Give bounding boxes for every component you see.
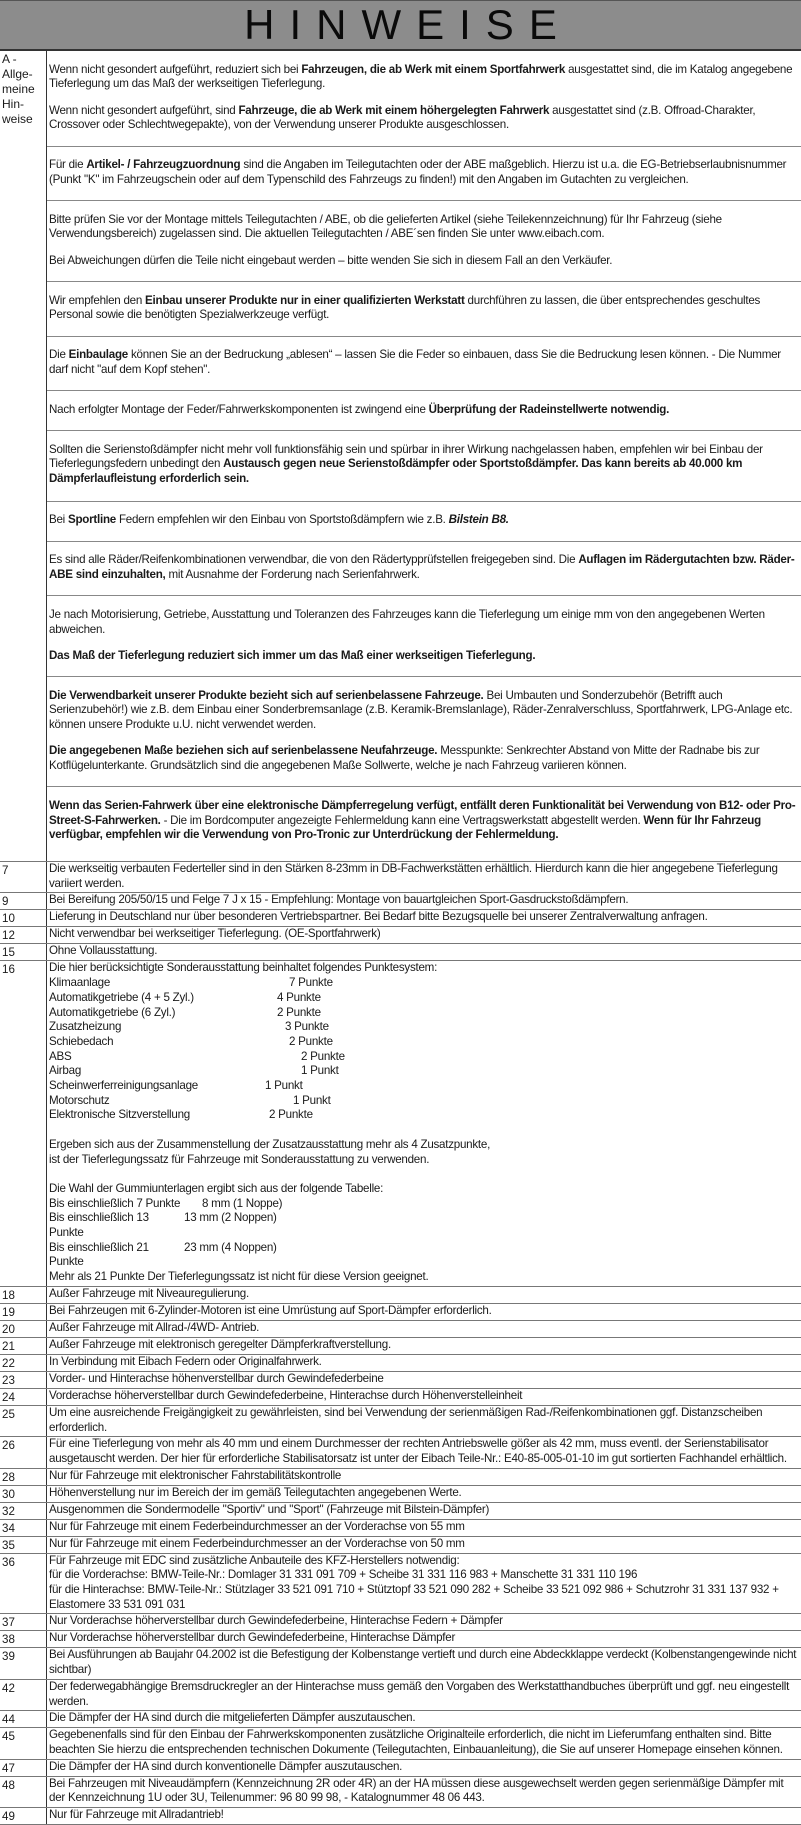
note-paragraph	[49, 104, 799, 133]
note-number: 49	[0, 1808, 47, 1824]
note-text-cell	[47, 1503, 801, 1519]
note-row	[0, 1537, 801, 1554]
bold-text: Auflagen im Rädergutachten bzw. Räder-ABE sind einzuhalten,	[49, 553, 795, 581]
section-label	[0, 51, 47, 861]
note-text-cell	[47, 1321, 801, 1337]
bold-text: Fahrzeuge, die ab Werk mit einem höhergelegten Fahrwerk	[238, 103, 550, 117]
points-item-name: Scheinwerferreinigungsanlage	[49, 1079, 198, 1093]
points-item	[49, 1064, 799, 1079]
note-paragraph: für die Vorderachse: BMW-Teile-Nr.: Domlager 31 331 091 709 + Scheibe 31 331 116 983 + Manschette 31 331 110 196	[49, 1568, 638, 1582]
note-row	[0, 1728, 801, 1759]
general-note	[47, 553, 801, 596]
rubber-pad-last: Mehr als 21 Punkte Der Tieferlegungssatz ist nicht für diese Version geeignet.	[49, 1270, 429, 1284]
note-number: 30	[0, 1486, 47, 1502]
note-paragraph: Nicht verwendbar bei werkseitiger Tieferlegung. (OE-Sportfahrwerk)	[49, 927, 381, 941]
note-number: 32	[0, 1503, 47, 1519]
general-note	[47, 403, 801, 431]
note-text-cell	[47, 1469, 801, 1485]
general-note	[47, 158, 801, 201]
note-text: Es sind alle Räder/Reifenkombinationen verwendbar, die von den Rädertypprüfstellen freigegeben sind. Die	[49, 553, 579, 567]
points-item-name: Automatikgetriebe (4 + 5 Zyl.)	[49, 990, 194, 1004]
bold-text: Wenn für Ihr Fahrzeug verfügbar, empfehlen wir die Verwendung von Pro-Tronic zur Unterdrückung der Fehlermeldung.	[49, 813, 761, 842]
note-paragraph	[49, 649, 799, 664]
points-item	[49, 991, 799, 1006]
note-paragraph: Nur Vorderachse höherverstellbar durch Gewindefederbeine, Hinterachse Federn + Dämpfer	[49, 1614, 503, 1628]
note-row	[0, 1760, 801, 1777]
note-number: 21	[0, 1338, 47, 1354]
points-summary: ist der Tieferlegungssatz für Fahrzeuge mit Sonderausstattung zu verwenden.	[49, 1152, 430, 1166]
note-paragraph: Außer Fahrzeuge mit elektronisch geregelter Dämpferkraftverstellung.	[49, 1337, 391, 1351]
note-paragraph: Nur für Fahrzeuge mit einem Federbeindurchmesser an der Vorderachse von 55 mm	[49, 1519, 465, 1533]
note-text-cell	[47, 1372, 801, 1388]
bold-text: Fahrzeugen, die ab Werk mit einem Sportfahrwerk	[301, 62, 566, 76]
points-item-name: Schiebedach	[49, 1034, 114, 1048]
points-item-value: 3 Punkte	[285, 1020, 329, 1034]
note-paragraph	[49, 689, 799, 733]
note-number: 12	[0, 927, 47, 943]
note-paragraph	[49, 254, 799, 269]
note-number: 24	[0, 1389, 47, 1405]
points-item	[49, 1050, 799, 1065]
note-number: 36	[0, 1554, 47, 1614]
note-row	[0, 1389, 801, 1406]
note-paragraph: Die werkseitig verbauten Federteller sind in den Stärken 8-23mm in DB-Fachwerkstätten erhältlich. Hierdurch kann die hier angegebene Tieferlegung variiert werden.	[49, 862, 778, 890]
rubber-pad-value: 13 mm (2 Noppen)	[184, 1211, 277, 1225]
note-row	[0, 1777, 801, 1808]
points-item-name: Automatikgetriebe (6 Zyl.)	[49, 1005, 176, 1019]
note-paragraph	[49, 799, 799, 843]
note-number: 20	[0, 1321, 47, 1337]
note-paragraph: Gegebenenfalls sind für den Einbau der Fahrwerkskomponenten zusätzliche Originalteile erforderlich, die nicht im Lieferumfang enthalten sind. Bitte beachten Sie hierzu die entsprechenden technischen Dokumente (Teilegutachten, Einbauanleitung), die Sie auf unserer Homepage einsehen können.	[49, 1728, 783, 1756]
note-paragraph: Bei Ausführungen ab Baujahr 04.2002 ist die Befestigung der Kolbenstange vertieft und durch eine Abdeckklappe verdeckt (Kolbenstangengewinde nicht sichtbar)	[49, 1648, 797, 1677]
note-paragraph	[49, 158, 799, 187]
note-number: 45	[0, 1728, 47, 1758]
points-item-value: 2 Punkte	[277, 1005, 321, 1019]
note-paragraph	[49, 553, 799, 582]
general-note	[47, 608, 801, 677]
note-text-cell	[47, 1680, 801, 1710]
bold-text: Bilstein B8.	[448, 513, 509, 527]
rubber-pad-row	[49, 1241, 799, 1270]
points-item-name: Motorschutz	[49, 1093, 110, 1107]
general-note	[47, 443, 801, 502]
note-text-cell	[47, 1355, 801, 1371]
note-paragraph: Lieferung in Deutschland nur über besonderen Vertriebspartner. Bei Bedarf bitte Bezugsquelle bei unserer Zentralverwaltung anfragen.	[49, 910, 708, 924]
note-number: 38	[0, 1631, 47, 1647]
note-text: Wenn nicht gesondert aufgeführt, sind	[49, 103, 239, 117]
note-paragraph: Nur für Fahrzeuge mit elektronischer Fahrstabilitätskontrolle	[49, 1468, 342, 1482]
general-note	[47, 513, 801, 541]
note-paragraph: für die Hinterachse: BMW-Teile-Nr.: Stützlager 33 521 091 710 + Stütztopf 33 521 090 282 + Scheibe 33 521 092 986 + Schutzrohr 31 331 137 932 + Elastomere 33 531 091 031	[49, 1583, 779, 1611]
note-paragraph: Für eine Tieferlegung von mehr als 40 mm und einem Durchmesser der rechten Antriebswelle gößer als 42 mm, muss eventl. der Serienstabilisator ausgetauscht werden. Der hier für erforderliche Stabilisatorsatz ist unter der Eibach Teile-Nr.: E40-85-005-01-10 im gut sortierten Fachhandel erhältlich.	[49, 1437, 787, 1465]
note-row	[0, 1554, 801, 1615]
note-number: 18	[0, 1287, 47, 1303]
note-text: Bei Umbauten und Sonderzubehör (Betrifft auch Serienzubehör!) wie z.B. dem Einbau einer Sonderbremsanlage (z.B. Keramik-Bremslanlage), Räder-Zenralverschluss, Sportfahrwerk, LPG-Anlage etc. können unsere Produkte u.U. nicht verwendet werden.	[49, 688, 793, 732]
note-paragraph: Bei Bereifung 205/50/15 und Felge 7 J x 15 - Empfehlung: Montage von bauartgleichen Sport-Gasdruckstoßdämpfern.	[49, 893, 629, 907]
note-text: ausgestattet sind (z.B. Offroad-Charakter, Crossover oder Schlechtwegepakte), von der Verwendung unserer Produkte ausgeschlossen.	[49, 103, 756, 132]
page-title: HINWEISE	[244, 1, 572, 48]
note-number: 16	[0, 961, 47, 1285]
note-text: Für die	[49, 158, 87, 172]
note-paragraph: Nur Vorderachse höherverstellbar durch Gewindefederbeine, Hinterachse Dämpfer	[49, 1631, 456, 1645]
note-number: 44	[0, 1711, 47, 1727]
note-paragraph: In Verbindung mit Eibach Federn oder Originalfahrwerk.	[49, 1354, 322, 1368]
note-row	[0, 1614, 801, 1631]
note-row	[0, 1680, 801, 1711]
points-item	[49, 1079, 799, 1094]
note-text: Federn empfehlen wir den Einbau von Sportstoßdämpfern wie z.B.	[115, 513, 449, 527]
points-item-name: ABS	[49, 1049, 72, 1063]
note-number: 23	[0, 1372, 47, 1388]
note-text-cell	[47, 1728, 801, 1758]
points-item	[49, 1020, 799, 1035]
note-number: 47	[0, 1760, 47, 1776]
note-row	[0, 1437, 801, 1468]
note-text: können Sie an der Bedruckung „ablesen“ – lassen Sie die Feder so einbauen, dass Sie die Bedruckung lesen können. - Die Nummer darf nicht "auf dem Kopf stehen".	[49, 348, 781, 376]
note-text-cell	[47, 1304, 801, 1320]
note-text-cell	[47, 1437, 801, 1467]
note-number: 9	[0, 893, 47, 909]
note-number: 19	[0, 1304, 47, 1320]
note-text-cell	[47, 1648, 801, 1678]
note-row	[0, 1711, 801, 1728]
rubber-pad-value: 8 mm (1 Noppe)	[202, 1196, 283, 1210]
rubber-pad-range: Bis einschließlich 21 Punkte	[49, 1240, 149, 1269]
note-paragraph: Nur für Fahrzeuge mit einem Federbeindurchmesser an der Vorderachse von 50 mm	[49, 1536, 465, 1550]
points-intro: Die hier berücksichtigte Sonderausstattung beinhaltet folgendes Punktesystem:	[49, 961, 438, 975]
note-text-cell	[47, 893, 801, 909]
bold-text: Wenn das Serien-Fahrwerk über eine elektronische Dämpferregelung verfügt, entfällt deren Funktionalität bei Verwendung von B12- oder Pro-Street-S-Fahrwerken.	[49, 799, 796, 827]
note-row	[0, 1503, 801, 1520]
section-label-line: Hin-	[2, 97, 25, 111]
spacer	[49, 1123, 799, 1138]
page-header	[0, 0, 801, 51]
bold-text: Die Verwendbarkeit unserer Produkte bezieht sich auf serienbelassene Fahrzeuge.	[49, 688, 484, 702]
note-row	[0, 1355, 801, 1372]
points-summary: Ergeben sich aus der Zusammenstellung der Zusatzausstattung mehr als 4 Zusatzpunkte,	[49, 1137, 491, 1151]
note-row	[0, 944, 801, 961]
note-text-cell	[47, 862, 801, 892]
points-item	[49, 1094, 799, 1109]
note-paragraph: Höhenverstellung nur im Bereich der im gemäß Teilegutachten angegebenen Werte.	[49, 1485, 462, 1499]
note-paragraph: Nur für Fahrzeuge mit Allradantrieb!	[49, 1808, 224, 1822]
note-row	[0, 961, 801, 1286]
bold-text: Überprüfung der Radeinstellwerte notwendig.	[428, 402, 670, 416]
note-paragraph	[49, 213, 799, 242]
note-number: 15	[0, 944, 47, 960]
general-note	[47, 63, 801, 147]
note-text-cell	[47, 1287, 801, 1303]
note-paragraph: Bei Fahrzeugen mit 6-Zylinder-Motoren ist eine Umrüstung auf Sport-Dämpfer erforderlich.	[49, 1303, 492, 1317]
note-text: Die	[49, 348, 69, 362]
note-number: 48	[0, 1777, 47, 1807]
note-paragraph: Vorderachse höherverstellbar durch Gewindefederbeine, Hinterachse durch Höhenverstelleinheit	[49, 1388, 523, 1402]
points-item-value: 7 Punkte	[289, 976, 333, 990]
note-text-cell	[47, 1808, 801, 1824]
note-row	[0, 1648, 801, 1679]
points-item-value: 1 Punkt	[293, 1093, 331, 1107]
note-text: Nach erfolgter Montage der Feder/Fahrwerkskomponenten ist zwingend eine	[49, 402, 429, 416]
rubber-pad-value: 23 mm (4 Noppen)	[184, 1240, 277, 1254]
note-row	[0, 1338, 801, 1355]
note-text-cell	[47, 1537, 801, 1553]
note-paragraph: Um eine ausreichende Freigängigkeit zu gewährleisten, sind bei Verwendung der serienmäßigen Rad-/Reifenkombinationen ggf. Distanzscheiben erforderlich.	[49, 1405, 763, 1434]
points-item-name: Airbag	[49, 1064, 82, 1078]
note-text: Bei	[49, 513, 68, 527]
note-paragraph: Ohne Vollausstattung.	[49, 944, 158, 958]
note-number: 42	[0, 1680, 47, 1710]
general-note	[47, 213, 801, 282]
note-text: mit Ausnahme der Forderung nach Serienfahrwerk.	[165, 567, 420, 581]
note-paragraph: Bei Fahrzeugen mit Niveaudämpfern (Kennzeichnung 2R oder 4R) an der HA müssen diese ausgewechselt werden gegen serienmäßige Dämpfer mit der Kennzeichnung 1U oder 3U, Teilenummer: 96 80 99 98, - Katalognummer 48 06 443.	[49, 1776, 784, 1805]
section-label-line: A -	[2, 52, 17, 66]
note-text-cell	[47, 1777, 801, 1807]
note-paragraph: Die Dämpfer der HA sind durch konventionelle Dämpfer auszutauschen.	[49, 1759, 403, 1773]
note-text-cell	[47, 1554, 801, 1614]
note-text-cell	[47, 1614, 801, 1630]
section-label-line: Allge-	[2, 67, 33, 81]
points-item-value: 2 Punkte	[289, 1034, 333, 1048]
rubber-pad-range: Bis einschließlich 7 Punkte	[49, 1196, 181, 1210]
points-item-value: 1 Punkt	[265, 1079, 303, 1093]
note-text: ausgestattet sind, die im Katalog angegebene Tieferlegung um das Maß der werkseitigen Tieferlegung.	[49, 62, 793, 91]
note-paragraph: Der federwegabhängige Bremsdruckregler an der Hinterachse muss gemäß den Vorgaben des Werkstatthandbuches überprüft und ggf. neu eingestellt werden.	[49, 1679, 790, 1708]
bold-text: Austausch gegen neue Serienstoßdämpfer oder Sportstoßdämpfer. Das kann bereits ab 40.000 km Dämpferlaufleistung erforderlich sein.	[49, 457, 743, 486]
note-paragraph: Für Fahrzeuge mit EDC sind zusätzliche Anbauteile des KFZ-Herstellers notwendig:	[49, 1553, 460, 1567]
note-text: Messpunkte: Senkrechter Abstand von Mitte der Radnabe bis zur Kotflügelunterkante. Grundsätzlich sind die angegebenen Maße Sollwerte, welche je nach Fahrzeug variieren können.	[49, 744, 760, 773]
note-text: Wir empfehlen den	[49, 293, 146, 307]
note-row	[0, 862, 801, 893]
rubber-pad-row	[49, 1197, 799, 1212]
bold-text: Die angegebenen Maße beziehen sich auf serienbelassene Neufahrzeuge.	[49, 744, 438, 758]
note-text-cell	[47, 944, 801, 960]
note-text-cell	[47, 910, 801, 926]
note-row	[0, 1321, 801, 1338]
points-item	[49, 1035, 799, 1050]
note-paragraph	[49, 608, 799, 637]
points-item-name: Klimaanlage	[49, 976, 111, 990]
note-paragraph: Außer Fahrzeuge mit Allrad-/4WD- Antrieb.	[49, 1320, 260, 1334]
note-text: Sollten die Serienstoßdämpfer nicht mehr voll funktionsfähig sein und spürbar in ihrer Wirkung nachgelassen haben, empfehlen wir bei Einbau der Tieferlegungsfedern unbedingt den	[49, 442, 763, 471]
points-item	[49, 1006, 799, 1021]
section-label-line: meine	[2, 82, 35, 96]
note-text: Je nach Motorisierung, Getriebe, Ausstattung und Toleranzen des Fahrzeuges kann die Tieferlegung um einige mm von den angegebenen Werten abweichen.	[49, 607, 765, 636]
note-row	[0, 1808, 801, 1825]
general-note	[47, 348, 801, 391]
note-text: Bitte prüfen Sie vor der Montage mittels Teilegutachten / ABE, ob die gelieferten Artikel (siehe Teilekennzeichnung) für Ihr Fahrzeug (siehe Verwendungsbereich) zugelassen sind. Die aktuellen Teilegutachten / ABE´sen finden Sie unter www.eibach.com.	[49, 212, 722, 241]
note-paragraph	[49, 744, 799, 773]
note-row	[0, 927, 801, 944]
note-paragraph	[49, 348, 799, 377]
note-text: Wenn nicht gesondert aufgeführt, reduziert sich bei	[49, 62, 302, 76]
note-text-cell	[47, 1486, 801, 1502]
general-notes-list	[47, 51, 801, 861]
points-item-name: Zusatzheizung	[49, 1020, 122, 1034]
note-paragraph	[49, 513, 799, 528]
rubber-pad-range: Bis einschließlich 13 Punkte	[49, 1211, 149, 1240]
note-number: 26	[0, 1437, 47, 1467]
note-number: 39	[0, 1648, 47, 1678]
points-item	[49, 1108, 799, 1123]
note-number: 28	[0, 1469, 47, 1485]
note-paragraph	[49, 294, 799, 323]
note-number: 34	[0, 1520, 47, 1536]
note-text-cell	[47, 1338, 801, 1354]
general-note	[47, 294, 801, 337]
note-text: sind die Angaben im Teilegutachten oder der ABE maßgeblich. Hierzu ist u.a. die EG-Betriebserlaubnisnummer (Punkt "K" im Fahrzeugschein oder auf dem Typenschild des Fahrzeugs zu finden!) mit den Angaben im Gutachten zu vergleichen.	[49, 158, 787, 186]
note-number: 35	[0, 1537, 47, 1553]
note-text-cell	[47, 961, 801, 1285]
note-text-cell	[47, 1711, 801, 1727]
note-text-cell	[47, 1760, 801, 1776]
note-paragraph: Die Dämpfer der HA sind durch die mitgelieferten Dämpfer auszutauschen.	[49, 1711, 416, 1725]
bold-text: Einbaulage	[68, 348, 128, 362]
section-label-line: weise	[2, 112, 33, 126]
points-item-value: 2 Punkte	[269, 1108, 313, 1122]
note-row	[0, 1469, 801, 1486]
bold-text: Artikel- / Fahrzeugzuordnung	[86, 158, 241, 172]
general-note	[47, 689, 801, 788]
note-paragraph	[49, 403, 799, 418]
note-text-cell	[47, 1389, 801, 1405]
note-row	[0, 1406, 801, 1437]
points-item-value: 1 Punkt	[301, 1064, 339, 1078]
note-paragraph	[49, 63, 799, 92]
note-text-cell	[47, 1631, 801, 1647]
note-text: - Die im Bordcomputer angezeigte Fehlermeldung kann eine Vertragswerkstatt abgestellt werden.	[160, 813, 644, 827]
note-number: 7	[0, 862, 47, 892]
points-item-value: 4 Punkte	[277, 990, 321, 1004]
note-number: 22	[0, 1355, 47, 1371]
rubber-pad-row	[49, 1211, 799, 1240]
note-paragraph: Vorder- und Hinterachse höhenverstellbar durch Gewindefederbeine	[49, 1371, 384, 1385]
note-text-cell	[47, 1406, 801, 1436]
bold-text: Sportline	[67, 513, 116, 527]
general-notes-section	[0, 51, 801, 862]
points-item-value: 2 Punkte	[301, 1049, 345, 1063]
bold-text: Einbau unserer Produkte nur in einer qualifizierten Werkstatt	[145, 293, 465, 307]
points-item	[49, 976, 799, 991]
spacer	[49, 1167, 799, 1182]
note-row	[0, 1372, 801, 1389]
note-row	[0, 893, 801, 910]
note-text: durchführen zu lassen, die über entsprechendes geschultes Personal sowie die benötigten Spezialwerkzeuge verfügt.	[49, 293, 761, 322]
note-paragraph: Außer Fahrzeuge mit Niveauregulierung.	[49, 1286, 249, 1300]
note-text-cell	[47, 927, 801, 943]
table-intro: Die Wahl der Gummiunterlagen ergibt sich aus der folgende Tabelle:	[49, 1181, 384, 1195]
note-row	[0, 1520, 801, 1537]
points-item-name: Elektronische Sitzverstellung	[49, 1108, 190, 1122]
note-number: 37	[0, 1614, 47, 1630]
note-paragraph	[49, 443, 799, 487]
note-number: 10	[0, 910, 47, 926]
note-paragraph: Ausgenommen die Sondermodelle "Sportiv" und "Sport" (Fahrzeuge mit Bilstein-Dämpfer)	[49, 1502, 490, 1516]
notes-table	[0, 51, 801, 1825]
note-row	[0, 1287, 801, 1304]
note-row	[0, 1304, 801, 1321]
note-text: Bei Abweichungen dürfen die Teile nicht eingebaut werden – bitte wenden Sie sich in diesem Fall an den Verkäufer.	[49, 253, 613, 267]
bold-text: Das Maß der Tieferlegung reduziert sich immer um das Maß einer werkseitigen Tieferlegung.	[49, 648, 536, 662]
note-row	[0, 1631, 801, 1648]
note-text-cell	[47, 1520, 801, 1536]
note-row	[0, 1486, 801, 1503]
note-row	[0, 910, 801, 927]
general-note	[47, 799, 801, 861]
note-number: 25	[0, 1406, 47, 1436]
